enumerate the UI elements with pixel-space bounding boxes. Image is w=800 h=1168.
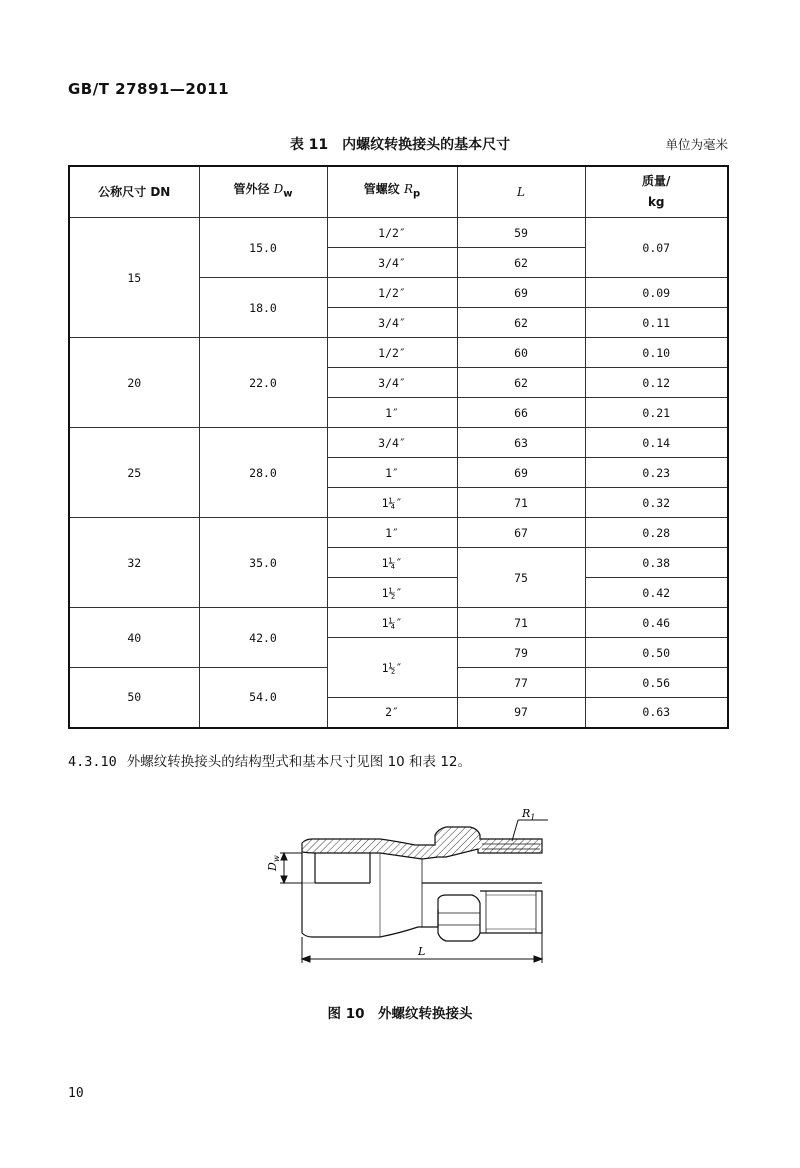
cell-mass: 0.28 [585,518,728,548]
fitting-lower-outline [302,890,438,937]
cell-l: 62 [457,308,585,338]
cell-rp: 1¼″ [327,608,457,638]
cell-dw: 22.0 [199,338,327,428]
length-label: L [418,945,426,958]
cell-mass: 0.32 [585,488,728,518]
cell-dn: 50 [69,668,199,728]
table-row [69,218,728,248]
header-length: L [457,166,585,218]
cell-dn: 25 [69,428,199,518]
dw-dimension [280,853,302,883]
cell-l: 69 [457,458,585,488]
dimensions-table [68,165,729,729]
header-mass: 质量/ kg [585,166,728,218]
cell-l: 71 [457,608,585,638]
cell-l: 97 [457,698,585,728]
cell-rp: 1″ [327,518,457,548]
cell-mass: 0.07 [585,218,728,278]
cell-mass: 0.12 [585,368,728,398]
cell-l: 62 [457,368,585,398]
cell-l: 77 [457,668,585,698]
cell-l: 66 [457,398,585,428]
cell-mass: 0.50 [585,638,728,668]
cell-mass: 0.56 [585,668,728,698]
cell-l: 69 [457,278,585,308]
cell-mass: 0.21 [585,398,728,428]
cell-mass: 0.14 [585,428,728,458]
cell-mass: 0.09 [585,278,728,308]
table-row [69,518,728,548]
cell-mass: 0.23 [585,458,728,488]
cell-rp: 3/4″ [327,248,457,278]
cell-dn: 32 [69,518,199,608]
cell-l: 79 [457,638,585,668]
cell-mass: 0.10 [585,338,728,368]
external-thread-lower [480,891,542,933]
cell-mass: 0.46 [585,608,728,638]
header-pipe-thread: 管螺纹 $R_p$ [327,166,457,218]
cell-dn: 15 [69,218,199,338]
clause-number: 4.3.10 [68,754,117,770]
cell-rp: 3/4″ [327,308,457,338]
table-row [69,608,728,638]
table-row [69,338,728,368]
cell-rp: 1¼″ [327,488,457,518]
standard-code: GB/T 27891—2011 [68,80,230,98]
cell-rp: 1″ [327,398,457,428]
dw-label: $D_w$ [266,855,281,871]
table-row [69,428,728,458]
cell-rp: 3/4″ [327,428,457,458]
figure-caption: 图 10 外螺纹转换接头 [327,1006,473,1022]
fitting-upper-section [302,827,542,859]
cell-dw: 28.0 [199,428,327,518]
unit-note: 单位为毫米 [665,137,728,152]
cell-rp: 1″ [327,458,457,488]
cell-l: 71 [457,488,585,518]
cell-rp: 2″ [327,698,457,728]
cell-dw: 35.0 [199,518,327,608]
fitting-section [302,827,542,941]
r1-callout [512,820,548,841]
cell-l: 60 [457,338,585,368]
cell-dn: 20 [69,338,199,428]
cell-l: 59 [457,218,585,248]
cell-rp: 1½″ [327,638,457,698]
hex-nut [438,895,480,941]
external-thread-adapter-drawing [250,795,560,975]
cell-dw: 18.0 [199,278,327,338]
r1-label: $R_1$ [522,807,536,822]
table-header-row [69,166,728,218]
header-outer-diameter: 管外径 $D_w$ [199,166,327,218]
cell-mass: 0.63 [585,698,728,728]
cell-l: 75 [457,548,585,608]
cell-rp: 3/4″ [327,368,457,398]
cell-mass: 0.42 [585,578,728,608]
cell-dw: 15.0 [199,218,327,278]
cell-mass: 0.38 [585,548,728,578]
cell-rp: 1/2″ [327,278,457,308]
cell-dw: 54.0 [199,668,327,728]
cell-mass: 0.11 [585,308,728,338]
cell-l: 62 [457,248,585,278]
clause-text: 外螺纹转换接头的结构型式和基本尺寸见图 10 和表 12。 [126,754,472,770]
cell-rp: 1½″ [327,578,457,608]
page-number: 10 [68,1086,84,1101]
table-title: 表 11 内螺纹转换接头的基本尺寸 [289,137,511,153]
cell-rp: 1/2″ [327,338,457,368]
cell-dw: 42.0 [199,608,327,668]
cell-rp: 1/2″ [327,218,457,248]
cell-l: 67 [457,518,585,548]
clause-4-3-10 [68,750,471,770]
cell-dn: 40 [69,608,199,668]
cell-l: 63 [457,428,585,458]
cell-rp: 1¼″ [327,548,457,578]
header-dn: 公称尺寸 DN [69,166,199,218]
